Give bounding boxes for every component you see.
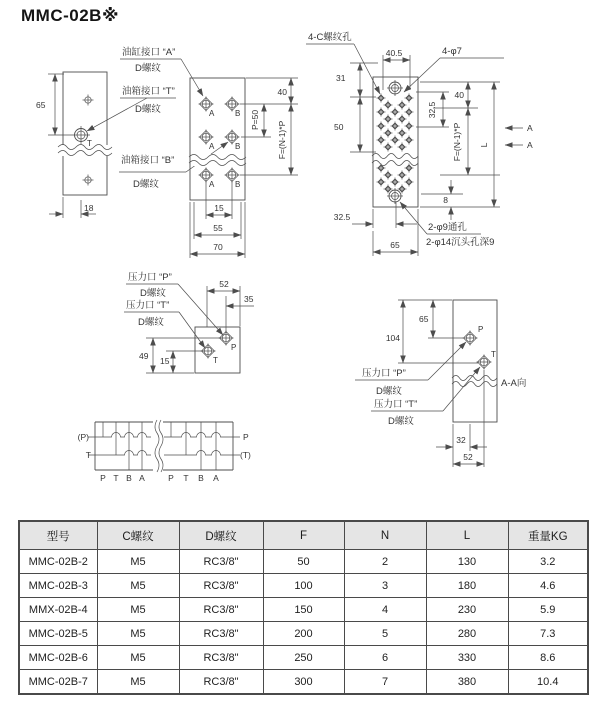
spec-table [18,520,589,695]
table-cell: 3.2 [508,550,588,574]
schematic-right-p-label: P [243,432,249,442]
table-row [19,646,588,670]
schematic-left-p-label: (P) [77,432,89,442]
top-view-dim-8: 8 [443,195,448,205]
table-header-cell: L [426,521,508,550]
section-port-t-label: T [491,350,496,359]
table-header-cell: N [344,521,426,550]
table-cell: 300 [263,670,344,695]
pt-view-dim-35: 35 [244,294,254,304]
table-header-cell: F [263,521,344,550]
pt-view-dim-15: 15 [160,356,170,366]
table-cell: RC3/8" [179,622,263,646]
table-cell: 50 [263,550,344,574]
front-view-dim-55: 55 [213,223,223,233]
table-row [19,670,588,695]
table-cell: 180 [426,574,508,598]
callout-c-thread-holes: 4-C螺纹孔 [308,32,352,43]
side-view-dim-65: 65 [36,100,46,110]
table-cell: MMC-02B-7 [19,670,97,695]
top-view-dim-f: F=(N-1)*P [452,122,462,162]
front-view-dim-pitch: P=50 [250,109,260,131]
callout-pressure-port-t: 压力口 “T” [374,399,418,410]
port-b-label: B [235,142,241,151]
callout-pressure-port-t: 压力口 “T” [126,300,170,311]
table-cell: 250 [263,646,344,670]
table-cell: 7.3 [508,622,588,646]
front-view-dim-f: F=(N-1)*P [277,120,287,160]
table-cell: 150 [263,598,344,622]
top-view-dim-31: 31 [336,73,346,83]
callout-thread-b: D螺纹 [133,179,159,190]
schematic-port-label: A [213,473,219,483]
table-cell: 8.6 [508,646,588,670]
table-cell: M5 [97,574,179,598]
table-cell: RC3/8" [179,598,263,622]
table-cell: 3 [344,574,426,598]
front-view-drawing [189,78,298,258]
callout-thread-p: D螺纹 [140,288,166,299]
schematic-port-label: P [168,473,174,483]
schematic-port-label: A [139,473,145,483]
front-view-callouts [87,46,228,190]
table-cell: 7 [344,670,426,695]
table-cell: 100 [263,574,344,598]
top-view-dim-65: 65 [390,240,400,250]
callout-thread-t: D螺纹 [388,416,414,427]
callout-thread-t: D螺纹 [135,104,161,115]
table-row [19,598,588,622]
section-dim-65: 65 [419,314,429,324]
table-cell: MMC-02B-5 [19,622,97,646]
table-cell: 200 [263,622,344,646]
table-cell: M5 [97,670,179,695]
front-view-dim-70: 70 [213,242,223,252]
callout-phi7-holes: 4-φ7 [442,46,462,57]
callout-thread-t: D螺纹 [138,317,164,328]
pt-view-port-t-label: T [213,356,218,365]
schematic-port-label: T [183,473,189,483]
schematic-port-label: P [100,473,106,483]
front-view-dim-40: 40 [277,87,287,97]
top-view-dim-l: L [479,142,489,148]
table-cell: M5 [97,622,179,646]
port-t-hole-icon [477,355,492,370]
section-port-p-label: P [478,325,484,334]
section-arrow-a-label: A [527,123,533,133]
mount-hole-icon [83,175,94,186]
callout-pressure-port-p: 压力口 “P” [128,272,172,283]
table-cell: 280 [426,622,508,646]
table-header-cell: 重量KG [508,521,588,550]
section-arrow-a-label: A [527,140,533,150]
table-cell: M5 [97,646,179,670]
callout-pressure-port-p: 压力口 “P” [362,368,406,379]
top-view-dim-32-5-bottom: 32.5 [333,212,351,222]
section-dim-52: 52 [463,452,473,462]
side-view-drawing [36,72,112,218]
table-cell: 130 [426,550,508,574]
table-cell: 230 [426,598,508,622]
spec-table-container [18,520,587,695]
callout-thread-a: D螺纹 [135,63,161,74]
callout-thread-p: D螺纹 [376,386,402,397]
page-title: MMC-02B※ [21,6,119,25]
section-view-drawing [355,300,526,467]
table-cell: MMC-02B-2 [19,550,97,574]
circuit-schematic-drawing [78,420,251,483]
pt-view-port-p-label: P [231,343,237,352]
table-cell: M5 [97,598,179,622]
mount-hole-icon [83,95,94,106]
callout-phi9-through-holes: 2-φ9通孔 [428,222,467,233]
schematic-right-t-label: (T) [240,450,251,460]
callout-phi14-counterbore: 2-φ14沉头孔深9 [426,237,495,248]
table-cell: RC3/8" [179,550,263,574]
table-cell: 330 [426,646,508,670]
table-header-cell: C螺纹 [97,521,179,550]
pt-view-dim-49: 49 [139,351,149,361]
table-row [19,622,588,646]
side-view-port-t-label: T [87,139,92,148]
table-cell: M5 [97,550,179,574]
port-a-label: A [209,180,215,189]
table-cell: 4 [344,598,426,622]
table-header-row [19,521,588,550]
table-cell: 4.6 [508,574,588,598]
schematic-port-label: B [126,473,132,483]
top-view-dim-32-5-top: 32.5 [427,101,437,119]
table-row [19,574,588,598]
table-cell: 6 [344,646,426,670]
table-cell: MMX-02B-4 [19,598,97,622]
pt-port-view-drawing [124,271,254,373]
table-cell: 5 [344,622,426,646]
table-cell: 5.9 [508,598,588,622]
table-cell: RC3/8" [179,670,263,695]
section-label-a-a: A-A向 [501,378,527,389]
top-view-drawing [306,31,533,256]
table-header-cell: D螺纹 [179,521,263,550]
top-view-dim-50: 50 [334,122,344,132]
pt-view-dim-52: 52 [219,279,229,289]
table-cell: 2 [344,550,426,574]
top-view-dim-40-5: 40.5 [385,48,403,58]
side-view-dim-18: 18 [84,203,94,213]
table-cell: 380 [426,670,508,695]
callout-cylinder-port-a: 油缸接口 “A” [122,47,176,58]
table-cell: 10.4 [508,670,588,695]
table-header-cell: 型号 [19,521,97,550]
callout-tank-port-t: 油箱接口 “T” [122,86,175,97]
technical-drawing [0,30,600,515]
section-dim-32: 32 [456,435,466,445]
table-cell: RC3/8" [179,646,263,670]
schematic-left-t-label: T [85,450,91,460]
top-view-dim-40: 40 [454,90,464,100]
port-b-label: B [235,180,241,189]
port-b-label: B [235,109,241,118]
section-dim-104: 104 [385,333,400,343]
front-view-dim-15: 15 [214,203,224,213]
table-cell: RC3/8" [179,574,263,598]
counterbore-hole-icon [387,80,403,96]
schematic-port-label: T [113,473,119,483]
table-cell: MMC-02B-6 [19,646,97,670]
port-a-label: A [209,109,215,118]
table-row [19,550,588,574]
table-cell: MMC-02B-3 [19,574,97,598]
callout-tank-port-b: 油箱接口 “B” [121,155,175,166]
port-a-label: A [209,142,215,151]
schematic-port-label: B [198,473,204,483]
